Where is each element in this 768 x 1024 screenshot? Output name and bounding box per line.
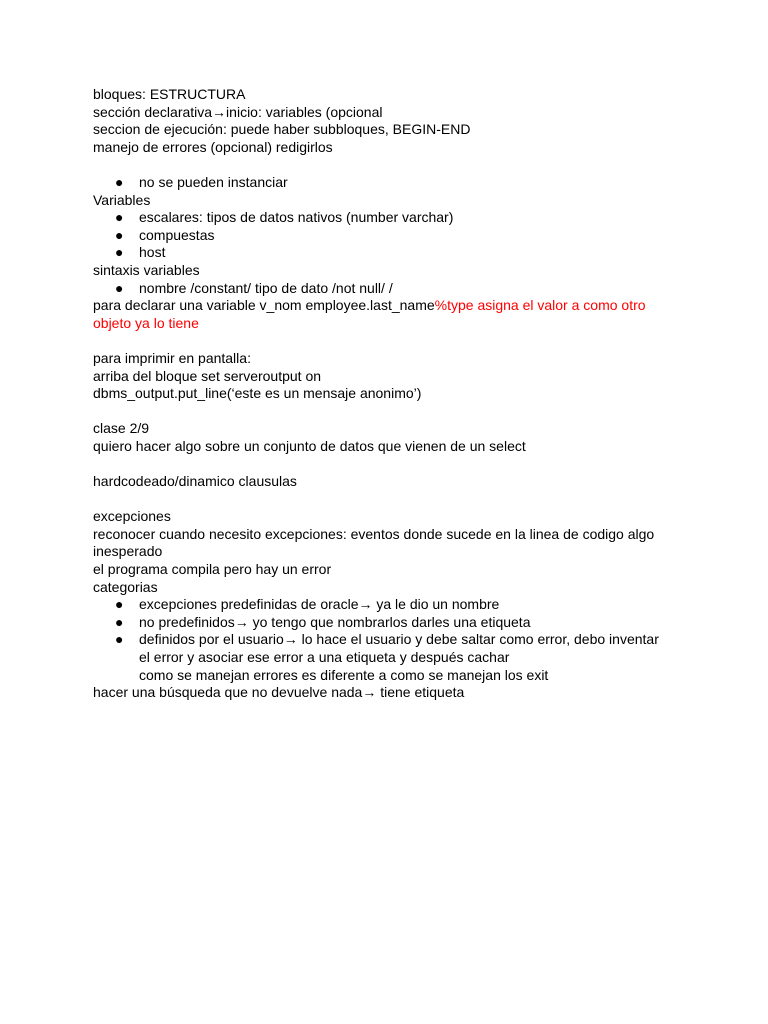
bullet-icon: ● (115, 226, 124, 243)
bullet-icon: ● (115, 209, 124, 226)
text-line: el programa compila pero hay un error (93, 561, 332, 578)
text-line: arriba del bloque set serveroutput on (93, 367, 322, 384)
text-line: sección declarativa→inicio: variables (opcional (93, 103, 383, 120)
bullet-item (93, 614, 693, 632)
text-line: bloques: ESTRUCTURA (93, 86, 246, 102)
bullet-text: excepciones predefinidas de oracle→ ya le dio un nombre (139, 596, 500, 613)
text-line: clase 2/9 (93, 420, 150, 437)
blank-line (93, 403, 693, 421)
bullet-item (93, 631, 693, 649)
text-line: hardcodeado/dinamico clausulas (93, 473, 297, 490)
bullet-continuation: como se manejan errores es diferente a como se manejan los exit (139, 666, 549, 683)
bullet-item (93, 280, 693, 298)
document-body (93, 86, 693, 702)
bullet-text: escalares: tipos de datos nativos (number varchar) (139, 209, 454, 226)
text-line: excepciones (93, 508, 171, 525)
text-line: categorias (93, 578, 158, 595)
text-line: para imprimir en pantalla: (93, 349, 251, 366)
bullet-icon: ● (115, 596, 124, 613)
bullet-icon: ● (115, 173, 124, 190)
bullet-item (93, 227, 693, 245)
bullet-item (93, 174, 693, 192)
bullet-item (93, 209, 693, 227)
bullet-item (93, 244, 693, 262)
text-line: manejo de errores (opcional) redigirlos (93, 138, 333, 155)
text-line: Variables (93, 191, 151, 208)
highlighted-text: objeto ya lo tiene (93, 314, 199, 331)
text-line: reconocer cuando necesito excepciones: eventos donde sucede en la linea de codigo algo (93, 525, 655, 542)
text-line: dbms_output.put_line(‘este es un mensaje anonimo’) (93, 385, 422, 402)
bullet-continuation: el error y asociar ese error a una etiqueta y después cachar (139, 649, 510, 665)
blank-line (93, 332, 693, 350)
text-line (93, 297, 693, 315)
highlighted-text: %type asigna el valor a como otro (434, 297, 646, 314)
text-span: para declarar una variable v_nom employee.last_name (93, 297, 435, 314)
text-line: seccion de ejecución: puede haber subbloques, BEGIN-END (93, 121, 471, 138)
bullet-icon: ● (115, 613, 124, 630)
bullet-text: no predefinidos→ yo tengo que nombrarlos darles una etiqueta (139, 613, 531, 630)
text-line: hacer una búsqueda que no devuelve nada→ tiene etiqueta (93, 684, 465, 701)
blank-line (93, 491, 693, 509)
bullet-text: compuestas (139, 226, 215, 243)
bullet-icon: ● (115, 244, 124, 261)
bullet-text: host (139, 244, 166, 261)
blank-line (93, 455, 693, 473)
bullet-text: nombre /constant/ tipo de dato /not null/ / (139, 279, 393, 296)
bullet-icon: ● (115, 631, 124, 648)
bullet-item (93, 596, 693, 614)
blank-line (93, 156, 693, 174)
text-line: quiero hacer algo sobre un conjunto de datos que vienen de un select (93, 437, 526, 454)
bullet-text: no se pueden instanciar (139, 173, 288, 190)
bullet-text: definidos por el usuario→ lo hace el usuario y debe saltar como error, debo inventar (139, 631, 659, 648)
text-line: inesperado (93, 543, 163, 560)
bullet-icon: ● (115, 279, 124, 296)
text-line: sintaxis variables (93, 261, 200, 278)
